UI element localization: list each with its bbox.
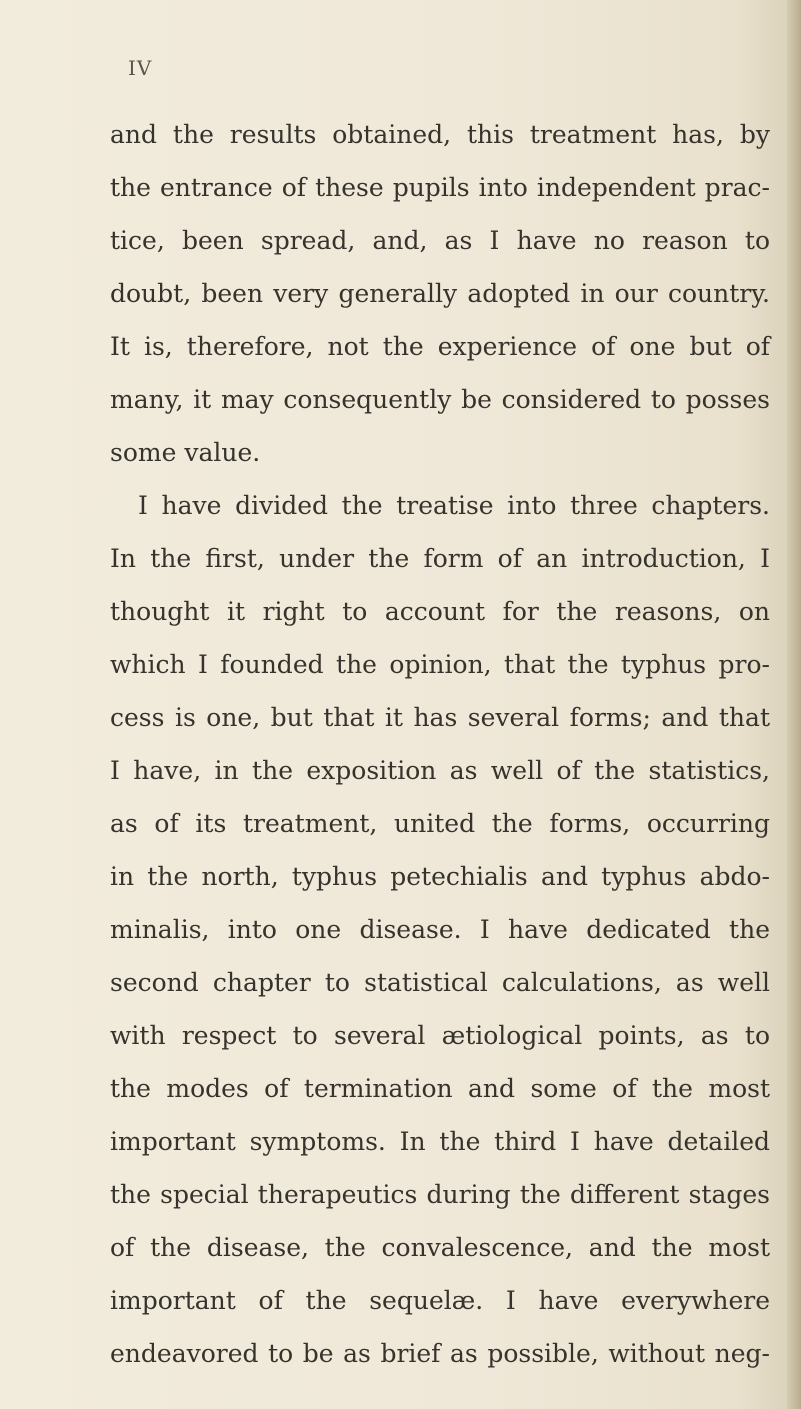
body-text — [110, 108, 770, 1380]
text-line: with respect to several ætiological points, as to — [110, 1021, 770, 1050]
text-line: second chapter to statistical calculations, as well — [110, 968, 770, 997]
text-line: thought it right to account for the reasons, on — [110, 597, 770, 626]
text-line: endeavored to be as brief as possible, without neg- — [110, 1339, 770, 1368]
text-line: doubt, been very generally adopted in our country. — [110, 279, 770, 308]
text-line: In the first, under the form of an introduction, I — [110, 544, 770, 573]
text-line: It is, therefore, not the experience of one but of — [110, 332, 770, 361]
text-line: cess is one, but that it has several forms; and that — [110, 703, 770, 732]
text-line: in the north, typhus petechialis and typhus abdo- — [110, 862, 770, 891]
text-line: I have, in the exposition as well of the statistics, — [110, 756, 770, 785]
text-line: important of the sequelæ. I have everywhere — [110, 1286, 770, 1315]
text-line: many, it may consequently be considered to posses — [110, 385, 770, 414]
page-number: IV — [128, 56, 153, 80]
text-line: which I founded the opinion, that the typhus pro- — [110, 650, 770, 679]
text-line: important symptoms. In the third I have detailed — [110, 1127, 770, 1156]
text-line: I have divided the treatise into three chapters. — [138, 491, 770, 520]
text-line: as of its treatment, united the forms, occurring — [110, 809, 770, 838]
text-line: minalis, into one disease. I have dedicated the — [110, 915, 770, 944]
text-line: of the disease, the convalescence, and the most — [110, 1233, 770, 1262]
text-line: tice, been spread, and, as I have no reason to — [110, 226, 770, 255]
text-line: the special therapeutics during the different stages — [110, 1180, 770, 1209]
page-edge — [787, 0, 801, 1409]
text-line: the modes of termination and some of the most — [110, 1074, 770, 1103]
text-line: and the results obtained, this treatment has, by — [110, 120, 770, 149]
text-line: some value. — [110, 438, 261, 467]
text-line: the entrance of these pupils into independent prac- — [110, 173, 770, 202]
